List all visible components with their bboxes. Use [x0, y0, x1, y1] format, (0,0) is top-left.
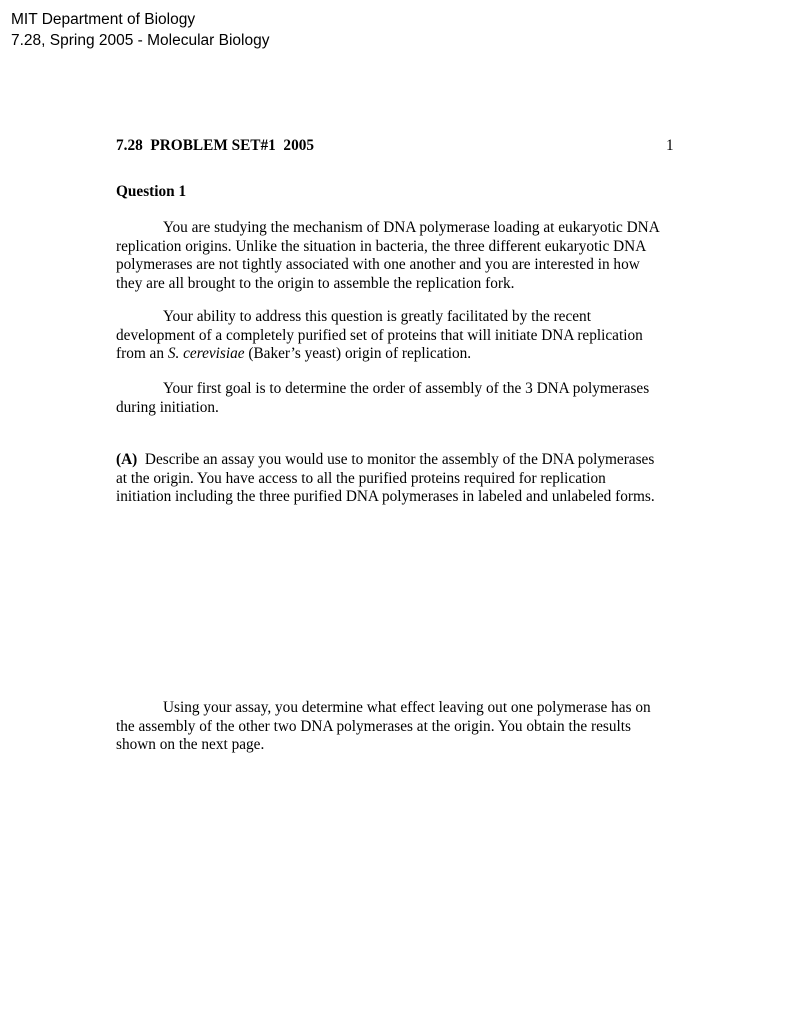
text-line: replication origins. Unlike the situation in bacteria, the three different eukaryotic DNA [116, 237, 647, 255]
text-line: initiation including the three purified DNA polymerases in labeled and unlabeled forms. [116, 488, 655, 505]
text-line: during initiation. [116, 398, 219, 416]
header-department: MIT Department of Biology [11, 11, 196, 28]
paragraph-results [116, 699, 676, 755]
problem-set-title: 7.28 PROBLEM SET#1 2005 [116, 137, 315, 154]
text-line: the assembly of the other two DNA polymerases at the origin. You obtain the results [116, 717, 631, 735]
part-a-label: (A) [116, 451, 138, 468]
question-heading: Question 1 [116, 183, 187, 200]
text-line: at the origin. You have access to all the purified proteins required for replication [116, 469, 606, 487]
text-line: Your first goal is to determine the order of assembly of the 3 DNA polymerases [163, 380, 650, 397]
text-line: development of a completely purified set of proteins that will initiate DNA replication [116, 326, 643, 344]
paragraph-first-goal [116, 380, 676, 417]
species-name: S. cerevisiae [167, 345, 245, 362]
paragraph-purified-proteins [116, 308, 676, 364]
part-a-question [116, 451, 676, 507]
paragraph-intro [116, 219, 676, 293]
page-header [11, 9, 269, 51]
text-line: shown on the next page. [116, 736, 265, 753]
text-line: Using your assay, you determine what effect leaving out one polymerase has on [163, 699, 651, 716]
text-line: (A) Describe an assay you would use to monitor the assembly of the DNA polymerases [116, 451, 655, 468]
text-line: they are all brought to the origin to assemble the replication fork. [116, 274, 515, 292]
text-line: from an S. cerevisiae (Baker’s yeast) origin of replication. [116, 345, 472, 362]
text-line: polymerases are not tightly associated with one another and you are interested in how [116, 256, 640, 273]
header-course: 7.28, Spring 2005 - Molecular Biology [11, 32, 270, 49]
text-line: You are studying the mechanism of DNA polymerase loading at eukaryotic DNA [163, 219, 660, 236]
text-line: Your ability to address this question is greatly facilitated by the recent [163, 308, 591, 325]
page-number: 1 [666, 137, 674, 154]
